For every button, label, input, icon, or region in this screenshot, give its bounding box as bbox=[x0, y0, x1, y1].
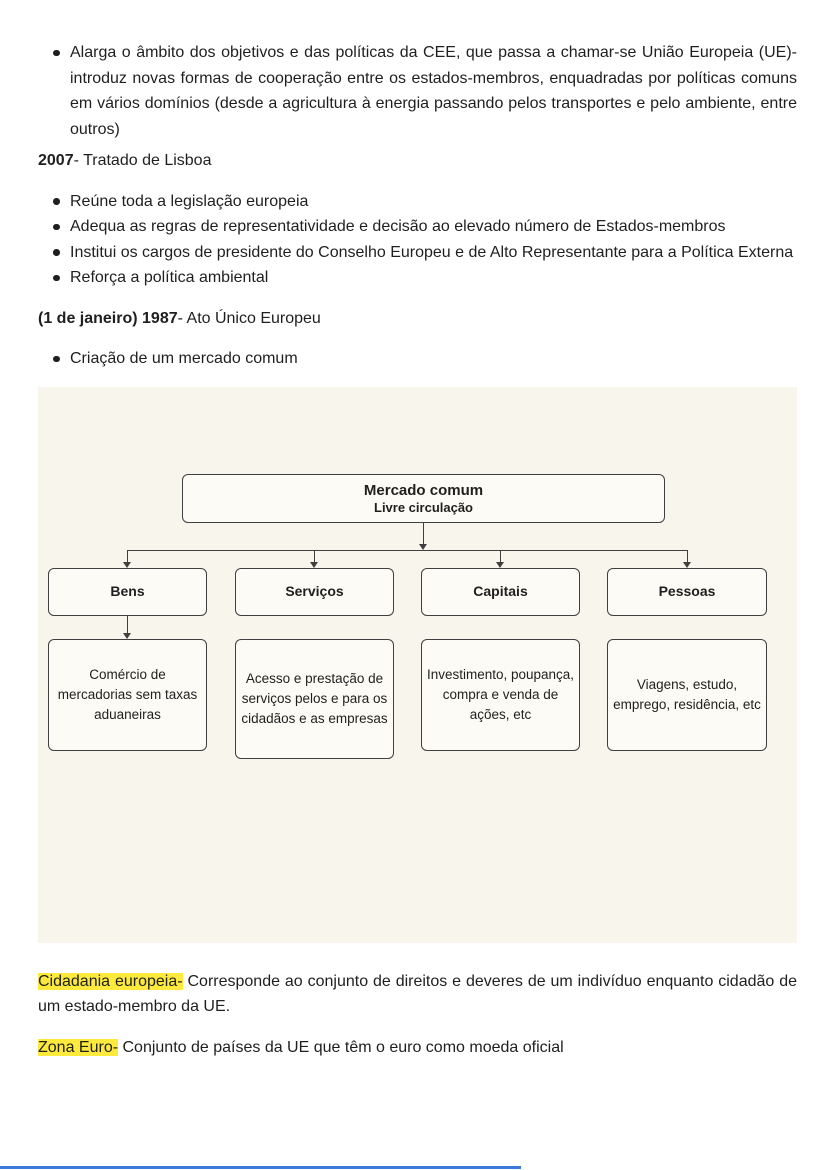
diagram-box-capitais: Capitais bbox=[421, 568, 580, 616]
diagram-box-pessoas: Pessoas bbox=[607, 568, 767, 616]
diagram-desc-servicos: Acesso e prestação de serviços pelos e para os cidadãos e as empresas bbox=[235, 639, 394, 759]
ato-unico-bullet-list bbox=[38, 346, 797, 372]
arrowhead-servicos bbox=[310, 562, 318, 568]
definition-zona-euro-text: Conjunto de países da UE que têm o euro como moeda oficial bbox=[118, 1038, 564, 1056]
definition-zona-euro bbox=[38, 1035, 797, 1061]
lisboa-bullet-list bbox=[38, 189, 797, 291]
arrowhead-pessoas bbox=[683, 562, 691, 568]
diagram-desc-pessoas: Viagens, estudo, emprego, residência, etc bbox=[607, 639, 767, 751]
mercado-comum-diagram bbox=[38, 387, 797, 943]
connector-drop-bens bbox=[127, 551, 128, 562]
arrowhead-bens bbox=[123, 562, 131, 568]
definition-cidadania-europeia bbox=[38, 969, 797, 1020]
diagram-desc-capitais: Investimento, poupança, compra e venda de ações, etc bbox=[421, 639, 580, 751]
heading-tratado-lisboa-rest: - Tratado de Lisboa bbox=[73, 152, 212, 169]
arrowhead-capitais bbox=[496, 562, 504, 568]
connector-drop-pessoas bbox=[687, 551, 688, 562]
diagram-root-subtitle: Livre circulação bbox=[374, 499, 473, 515]
highlighted-term-cidadania: Cidadania europeia- bbox=[38, 972, 183, 990]
connector-drop-capitais bbox=[500, 551, 501, 562]
diagram-root-title: Mercado comum bbox=[363, 481, 484, 499]
heading-ato-unico-rest: - Ato Único Europeu bbox=[177, 309, 321, 327]
bullet-item: Criação de um mercado comum bbox=[70, 346, 797, 372]
connector-drop-servicos bbox=[314, 551, 315, 562]
intro-bullet-list bbox=[38, 40, 797, 142]
heading-tratado-lisboa bbox=[38, 148, 797, 174]
date-1987: (1 de janeiro) 1987 bbox=[38, 309, 178, 327]
year-2007: 2007 bbox=[38, 152, 74, 169]
bullet-item: Adequa as regras de representatividade e decisão ao elevado número de Estados-membros bbox=[70, 214, 797, 240]
bullet-item: Institui os cargos de presidente do Conselho Europeu e de Alto Representante para a Política Externa bbox=[70, 240, 797, 266]
diagram-box-bens: Bens bbox=[48, 568, 207, 616]
connector-root-stub bbox=[423, 523, 424, 544]
arrowhead-bens-description bbox=[123, 633, 131, 639]
heading-ato-unico bbox=[38, 306, 797, 332]
bottom-page-rule bbox=[0, 1166, 521, 1169]
highlighted-term-zona-euro: Zona Euro- bbox=[38, 1038, 119, 1056]
diagram-root-box bbox=[182, 474, 665, 523]
definition-cidadania-text: Corresponde ao conjunto de direitos e deveres de um indivíduo enquanto cidadão de um estado-membro da UE. bbox=[38, 972, 798, 1015]
connector-bens-description bbox=[127, 616, 128, 633]
diagram-desc-bens: Comércio de mercadorias sem taxas aduaneiras bbox=[48, 639, 207, 751]
connector-horizontal bbox=[127, 550, 688, 551]
bullet-item: Reúne toda a legislação europeia bbox=[70, 189, 797, 215]
bullet-item: Reforça a política ambiental bbox=[70, 265, 797, 291]
bullet-item: Alarga o âmbito dos objetivos e das políticas da CEE, que passa a chamar-se União Europeia (UE)- introduz novas formas de cooperação entre os estados-membros, enquadradas por políticas comuns em vários domínios (desde a agricultura à energia passando pelos transportes e pelo ambiente, entre outros) bbox=[70, 40, 797, 142]
diagram-box-servicos: Serviços bbox=[235, 568, 394, 616]
